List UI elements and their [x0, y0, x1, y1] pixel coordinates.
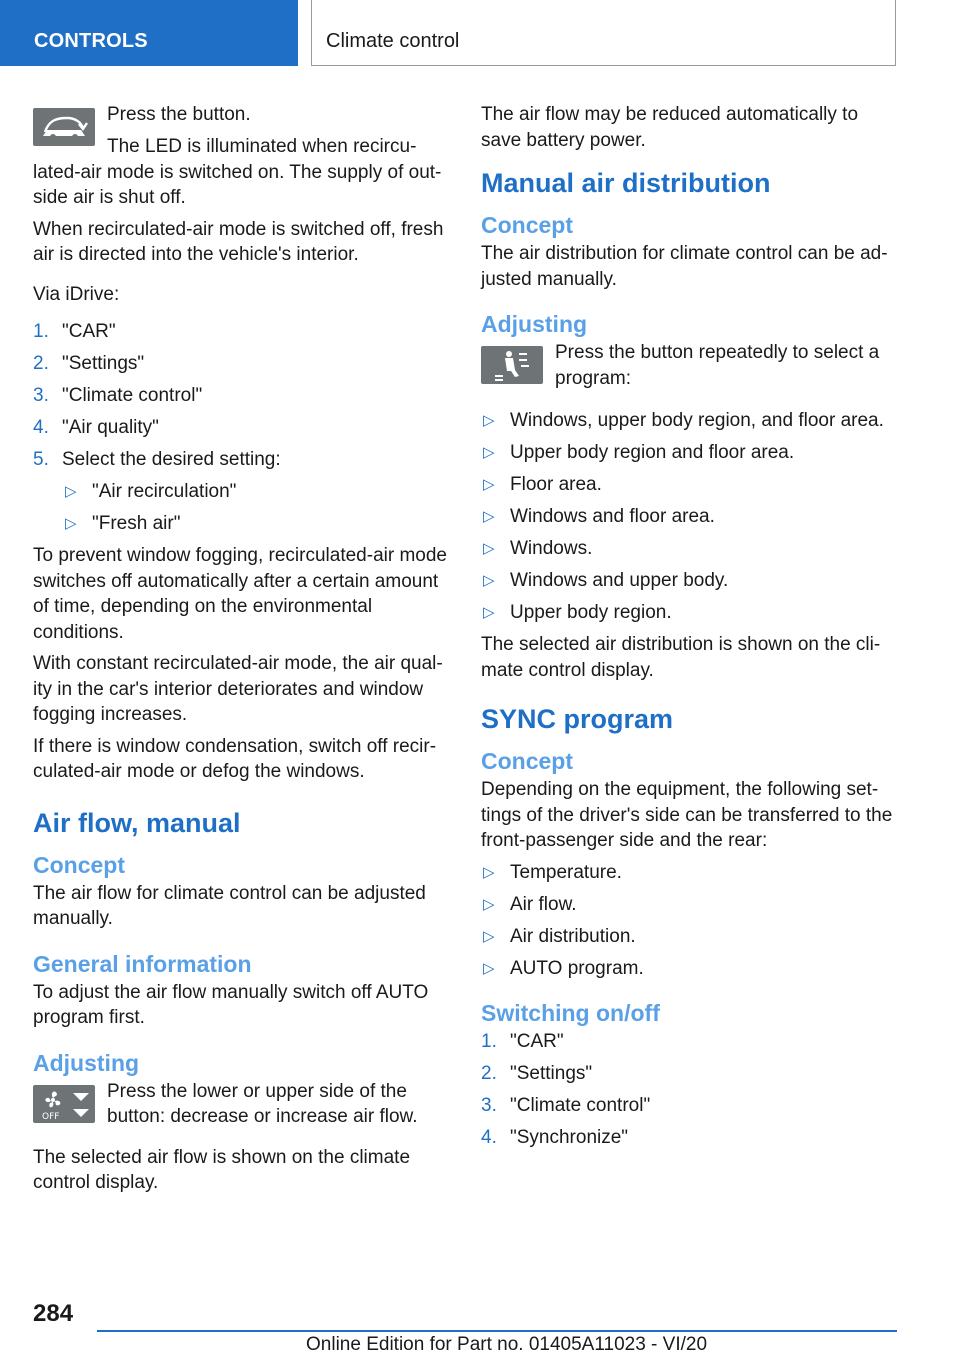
list-item: ▷ "Fresh air" [63, 511, 447, 537]
section-tab[interactable] [0, 0, 298, 66]
condensation-text: If there is window condensation, switch off recir‐culated-air mode or defog the windows. [33, 735, 437, 782]
recirculation-block [33, 102, 447, 152]
manual-distribution-heading: Manual air distribution [481, 168, 771, 198]
list-item: 4. "Air quality" [33, 417, 159, 438]
list-item: ▷ Upper body region. [481, 600, 897, 626]
recirc-off-text: When recirculated-air mode is switched off, fresh air is directed into the vehicle's interior. [33, 218, 444, 265]
bullet-triangle-icon: ▷ [483, 508, 495, 525]
fog-prevent-text: To prevent window fogging, recirculated-air mode switches off automatically after a certain amount of time, depending on the environmental conditions. [33, 545, 447, 643]
concept-heading: Concept [481, 212, 573, 238]
switching-heading: Switching on/off [481, 1000, 660, 1026]
list-item: 1. "CAR" [33, 321, 116, 342]
sync-concept-heading: Concept [481, 748, 573, 774]
switching-steps [481, 1029, 897, 1151]
adjusting-text: Press the lower or upper side of the button: decrease or increase air flow. [107, 1080, 418, 1127]
list-item: 2. "Settings" [481, 1063, 593, 1084]
section-title: CONTROLS [34, 30, 148, 52]
bullet-triangle-icon: ▷ [483, 604, 495, 621]
air-distribution-button-icon [481, 346, 543, 384]
general-info-heading: General information [33, 950, 252, 977]
general-info-text: To adjust the air flow manually switch off AUTO program first. [33, 981, 429, 1028]
svg-text:OFF: OFF [42, 1111, 60, 1122]
page-number: 284 [33, 1300, 74, 1327]
airflow-block [33, 1079, 447, 1135]
bullet-triangle-icon: ▷ [65, 483, 77, 500]
constant-recirc-text: With constant recirculated-air mode, the air qual‐ity in the car's interior deteriorates and window fogging increases. [33, 653, 443, 725]
list-item: 4. "Synchronize" [481, 1127, 629, 1148]
via-idrive-text: Via iDrive: [33, 283, 120, 305]
chapter-title: Climate control [326, 30, 460, 52]
bullet-triangle-icon: ▷ [483, 927, 495, 945]
bullet-triangle-icon: ▷ [483, 540, 495, 557]
list-item: 1. "CAR" [481, 1031, 564, 1052]
distribution-block [481, 340, 897, 398]
left-column [33, 102, 447, 1202]
concept-heading: Concept [33, 851, 125, 878]
list-item: ▷ Air flow. [481, 892, 897, 918]
airflow-heading: Air flow, manual [33, 807, 241, 838]
setting-options [63, 479, 447, 537]
idrive-steps [33, 319, 447, 473]
adjusting-heading: Adjusting [33, 1049, 140, 1076]
bullet-triangle-icon: ▷ [483, 959, 495, 977]
bullet-triangle-icon: ▷ [483, 412, 495, 429]
list-item: ▷ AUTO program. [481, 956, 897, 982]
concept-text: The air distribution for climate control can be ad‐justed manually. [481, 243, 888, 290]
list-item: ▷ "Air recirculation" [63, 479, 447, 505]
bullet-triangle-icon: ▷ [483, 476, 495, 493]
list-item: 5. Select the desired setting: [33, 449, 281, 470]
chapter-tab [311, 0, 896, 66]
list-item: 2. "Settings" [33, 353, 145, 374]
concept-text: The air flow for climate control can be adjusted manually. [33, 882, 426, 929]
sync-heading: SYNC program [481, 704, 674, 734]
airflow-display-text: The selected air flow is shown on the climate control display. [33, 1146, 411, 1193]
list-item: ▷ Temperature. [481, 860, 897, 886]
list-item: ▷ Windows and upper body. [481, 568, 897, 594]
list-item: 3. "Climate control" [33, 385, 203, 406]
distribution-adjust-text: Press the button repeatedly to select a program: [555, 342, 880, 389]
recirculation-button-icon [33, 108, 95, 146]
sync-concept-text: Depending on the equipment, the following set‐tings of the driver's side can be transferred to the front-passenger side and the rear: [481, 779, 893, 851]
bullet-triangle-icon: ▷ [483, 863, 495, 881]
distribution-display-text: The selected air distribution is shown on the cli‐mate control display. [481, 634, 881, 681]
bullet-triangle-icon: ▷ [65, 515, 77, 532]
bullet-triangle-icon: ▷ [483, 895, 495, 913]
list-item: ▷ Windows, upper body region, and floor area. [481, 408, 897, 434]
bullet-triangle-icon: ▷ [483, 572, 495, 589]
list-item: ▷ Windows. [481, 536, 897, 562]
recirc-led-text: The LED is illuminated when recircu‐lated-air mode is switched on. The supply of out‐side air is shut off. [33, 136, 442, 208]
sync-list [481, 860, 897, 982]
program-list [481, 408, 897, 626]
list-item: ▷ Windows and floor area. [481, 504, 897, 530]
battery-text: The air flow may be reduced automatically to save battery power. [481, 104, 859, 151]
list-item: 3. "Climate control" [481, 1095, 651, 1116]
footer-divider [97, 1330, 897, 1332]
list-item: ▷ Upper body region and floor area. [481, 440, 897, 466]
adjusting-heading: Adjusting [481, 311, 588, 337]
right-column [481, 102, 897, 1157]
fan-button-icon [33, 1085, 95, 1123]
recirc-press-text: Press the button. [107, 104, 251, 125]
bullet-triangle-icon: ▷ [483, 444, 495, 461]
edition-text: Online Edition for Part no. 01405A11023 - VI/20 [306, 1334, 708, 1355]
list-item: ▷ Floor area. [481, 472, 897, 498]
list-item: ▷ Air distribution. [481, 924, 897, 950]
